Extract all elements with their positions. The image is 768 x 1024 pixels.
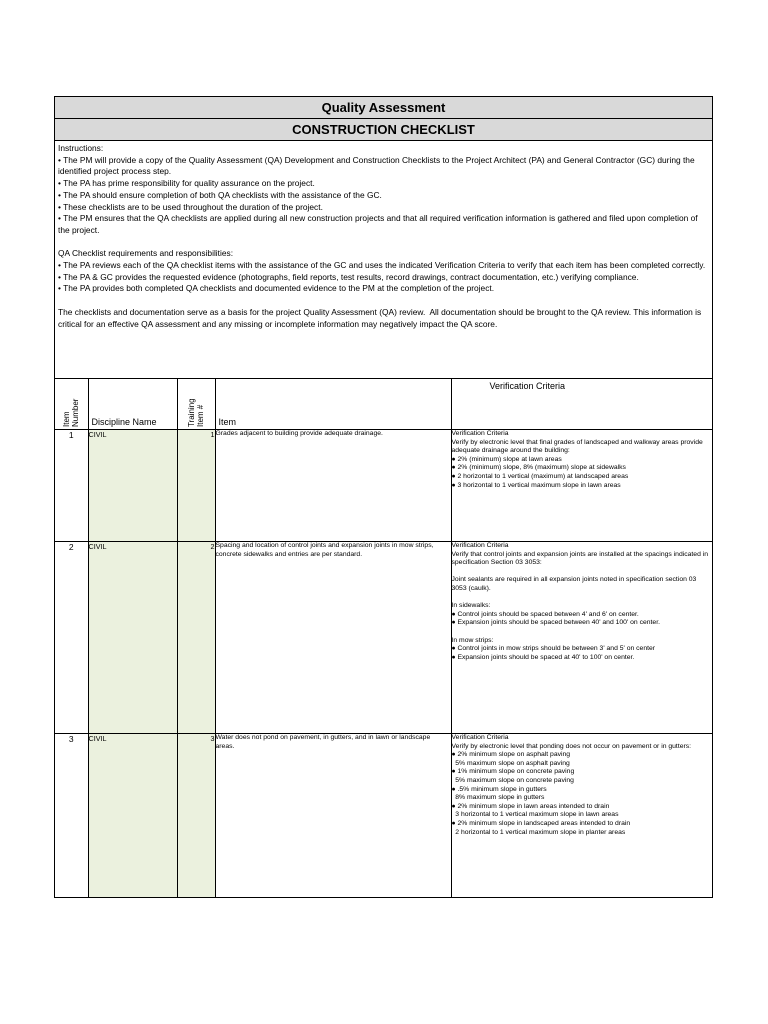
criteria-line: In mow strips:: [451, 636, 494, 644]
header-criteria-label: Verification Criteria: [489, 381, 566, 391]
criteria-cell: [451, 734, 712, 897]
requirements-line: QA Checklist requirements and responsibilities:: [58, 248, 234, 259]
header-item-number-label: Item Number: [62, 398, 81, 427]
training-cell[interactable]: 2: [177, 542, 215, 734]
criteria-cell: [451, 542, 712, 734]
criteria-line: ● 2% minimum slope in lawn areas intended to drain: [451, 802, 610, 810]
header-training-label: Training Item #: [187, 398, 205, 427]
criteria-line: Verification Criteria: [451, 430, 509, 437]
instructions-section: [55, 141, 712, 379]
instructions-line: • The PM will provide a copy of the Quality Assessment (QA) Development and Construction Checklists to the Project Architect (PA) and General Contractor (GC) during the identified project process step.: [58, 154, 697, 177]
item-cell: Water does not pond on pavement, in gutters, and in lawn or landscape areas.: [215, 734, 451, 897]
discipline-cell[interactable]: CIVIL: [88, 542, 177, 734]
item-cell: Spacing and location of control joints and expansion joints in mow strips, concrete sidewalks and entries are per standard.: [215, 542, 451, 734]
criteria-line: ● 2% (minimum) slope at lawn areas: [451, 455, 562, 463]
instructions-line: Instructions:: [58, 143, 104, 153]
criteria-line: ● 2% minimum slope in landscaped areas intended to drain: [451, 819, 631, 827]
requirements-line: • The PA reviews each of the QA checklist items with the assistance of the GC and uses the indicated Verification Criteria to verify that each item has been completed correctly.: [58, 260, 706, 271]
criteria-line: Verification Criteria: [451, 734, 509, 741]
criteria-line: Verify by electronic level that ponding does not occur on pavement or in gutters:: [451, 742, 692, 750]
criteria-line: [452, 594, 713, 603]
discipline-cell[interactable]: CIVIL: [88, 430, 177, 542]
table-row: [55, 542, 712, 734]
criteria-cell: [451, 430, 712, 542]
instructions-line: • These checklists are to be used throughout the duration of the project.: [58, 201, 323, 212]
checklist-sheet: [54, 96, 713, 898]
header-discipline: [88, 379, 177, 430]
table-row: [55, 734, 712, 897]
criteria-line: 2 horizontal to 1 vertical maximum slope in planter areas: [451, 828, 626, 836]
table-header-row: [55, 379, 712, 430]
training-cell[interactable]: 1: [177, 430, 215, 542]
criteria-line: 5% maximum slope on concrete paving: [451, 776, 574, 784]
document-title: Quality Assessment: [55, 97, 712, 119]
summary-paragraph: The checklists and documentation serve as a basis for the project Quality Assessment (QA) review. All documentation should be brought to the QA review. This information is critical for an effective QA assessment and any missing or incomplete information may negatively impact the QA score.: [58, 306, 704, 329]
criteria-line: ● 2 horizontal to 1 vertical (maximum) at landscaped areas: [451, 472, 629, 480]
criteria-line: ● Control joints in mow strips should be between 3' and 5' on center: [451, 645, 656, 653]
criteria-line: 5% maximum slope on asphalt paving: [451, 759, 570, 767]
item-number: 1: [55, 430, 88, 542]
criteria-line: In sidewalks:: [451, 602, 491, 610]
criteria-line: ● 2% (minimum) slope, 8% (maximum) slope at sidewalks: [451, 464, 626, 472]
criteria-line: ● Expansion joints should be spaced at 40' to 100' on center.: [451, 653, 635, 661]
header-discipline-label: Discipline Name: [91, 417, 157, 427]
criteria-line: ● 3 horizontal to 1 vertical maximum slope in lawn areas: [451, 481, 621, 489]
criteria-line: [452, 628, 713, 637]
item-cell: Grades adjacent to building provide adequate drainage.: [215, 430, 451, 542]
criteria-line: ● 1% minimum slope on concrete paving: [451, 768, 575, 776]
training-cell[interactable]: 3: [177, 734, 215, 897]
header-criteria: [451, 379, 712, 430]
criteria-line: 3 horizontal to 1 vertical maximum slope in lawn areas: [451, 811, 619, 819]
item-number: 2: [55, 542, 88, 734]
criteria-line: Verification Criteria: [451, 542, 509, 549]
criteria-line: ● .5% minimum slope in gutters: [451, 785, 547, 793]
criteria-line: ● Control joints should be spaced between 4' and 6' on center.: [451, 610, 639, 618]
instructions-line: • The PM ensures that the QA checklists are applied during all new construction projects and that all required verification information is gathered and filed upon completion of the project.: [58, 213, 700, 235]
criteria-line: Verify by electronic level that final grades of landscaped and walkway areas provide adequate drainage around the building:: [451, 438, 705, 455]
instructions-line: • The PA should ensure completion of both QA checklists with the assistance of the GC.: [58, 189, 382, 200]
header-item-number: [55, 379, 88, 430]
header-training: [177, 379, 215, 430]
criteria-line: [452, 568, 713, 577]
criteria-line: ● 2% minimum slope on asphalt paving: [451, 751, 571, 759]
requirements-line: • The PA & GC provides the requested evidence (photographs, field reports, test results, record drawings, contract documentation, etc.) verifying compliance.: [58, 271, 639, 282]
instructions-line: • The PA has prime responsibility for quality assurance on the project.: [58, 178, 315, 189]
discipline-cell[interactable]: CIVIL: [88, 734, 177, 897]
item-number: 3: [55, 734, 88, 897]
criteria-line: 8% maximum slope in gutters: [451, 794, 545, 802]
checklist-table: [55, 379, 712, 897]
criteria-line: Verify that control joints and expansion joints are installed at the spacings indicated in specification Section 03 3053:: [451, 550, 710, 567]
requirements-line: • The PA provides both completed QA checklists and documented evidence to the PM at the completion of the project.: [58, 283, 495, 294]
criteria-line: Joint sealants are required in all expansion joints noted in specification section 03 3053 (caulk).: [451, 576, 699, 592]
criteria-line: ● Expansion joints should be spaced between 40' and 100' on center.: [451, 619, 660, 627]
header-item: [215, 379, 451, 430]
table-row: [55, 430, 712, 542]
checklist-heading: CONSTRUCTION CHECKLIST: [55, 119, 712, 141]
header-item-label: Item: [218, 417, 237, 427]
